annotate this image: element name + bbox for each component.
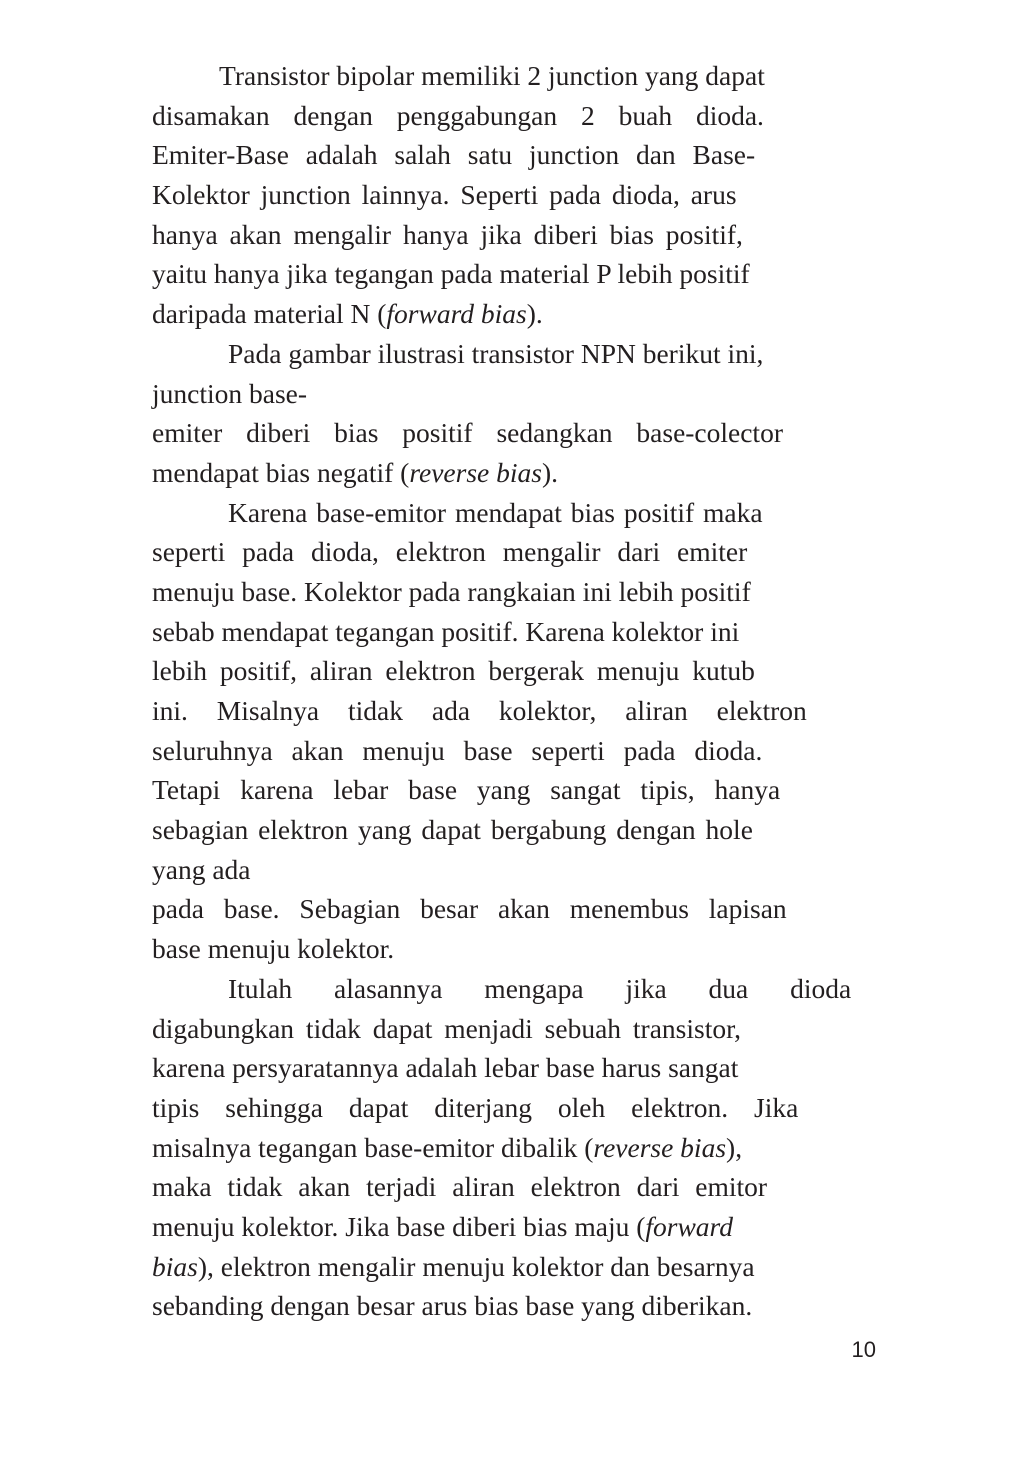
text-line: Pada gambar ilustrasi transistor NPN berikut ini, [228,337,764,369]
text-segment: ). [541,456,559,488]
text-line: sebagian elektron yang dapat bergabung dengan hole [152,814,753,846]
text-line: Kolektor junction lainnya. Seperti pada dioda, arus [152,179,737,211]
page-number: 10 [851,1337,876,1362]
text-line: junction base- [152,377,308,409]
text-line: menuju base. Kolektor pada rangkaian ini lebih positif [152,575,751,607]
text-segment: ). [526,298,543,330]
italic-term: reverse bias [409,456,542,488]
text-segment: ), [726,1131,743,1163]
text-line: emiter diberi bias positif sedangkan base-colector [152,417,783,449]
text-line: disamakan dengan penggabungan 2 buah dioda. [152,99,764,131]
text-line: seperti pada dioda, elektron mengalir dari emiter [152,536,748,568]
text-line: hanya akan mengalir hanya jika diberi bias positif, [152,218,743,250]
italic-term: forward bias [386,298,527,330]
text-line: sebab mendapat tegangan positif. Karena kolektor ini [152,615,740,647]
text-line [152,294,880,334]
text-segment: menuju kolektor. Jika base diberi bias maju ( [152,1210,646,1242]
text-segment: ), elektron mengalir menuju kolektor dan besarnya [197,1250,755,1282]
text-line: yang ada [152,853,251,885]
text-line: tipis sehingga dapat diterjang oleh elektron. Jika [152,1091,799,1123]
text-line: sebanding dengan besar arus bias base yang diberikan. [152,1290,753,1322]
text-line: seluruhnya akan menuju base seperti pada dioda. [152,734,763,766]
italic-term: forward [645,1210,733,1242]
text-segment: daripada material N ( [152,298,387,330]
text-line: ini. Misalnya tidak ada kolektor, aliran elektron [152,695,807,726]
text-line: karena persyaratannya adalah lebar base harus sangat [152,1052,739,1084]
text-line: Itulah alasannya mengapa jika dua dioda [228,972,852,1004]
text-line [152,453,880,493]
italic-term: bias [152,1250,198,1282]
text-line [152,1247,880,1287]
text-line: base menuju kolektor. [152,933,395,965]
text-line [152,1128,880,1168]
text-line: Transistor bipolar memiliki 2 junction yang dapat [219,60,765,91]
text-segment: misalnya tegangan base-emitor dibalik ( [152,1131,594,1163]
text-line: digabungkan tidak dapat menjadi sebuah transistor, [152,1012,742,1044]
text-line: Karena base-emitor mendapat bias positif maka [228,496,763,528]
text-line [152,1207,880,1247]
text-line: Emiter-Base adalah salah satu junction dan Base- [152,139,756,171]
text-segment: mendapat bias negatif ( [152,456,410,488]
document-body [152,56,880,1326]
text-line: pada base. Sebagian besar akan menembus lapisan [152,893,787,925]
text-line: yaitu hanya jika tegangan pada material P lebih positif [152,258,750,290]
italic-term: reverse bias [593,1131,727,1163]
text-line: maka tidak akan terjadi aliran elektron dari emitor [152,1171,768,1203]
text-line: Tetapi karena lebar base yang sangat tipis, hanya [152,774,781,806]
text-line: lebih positif, aliran elektron bergerak menuju kutub [152,655,755,687]
